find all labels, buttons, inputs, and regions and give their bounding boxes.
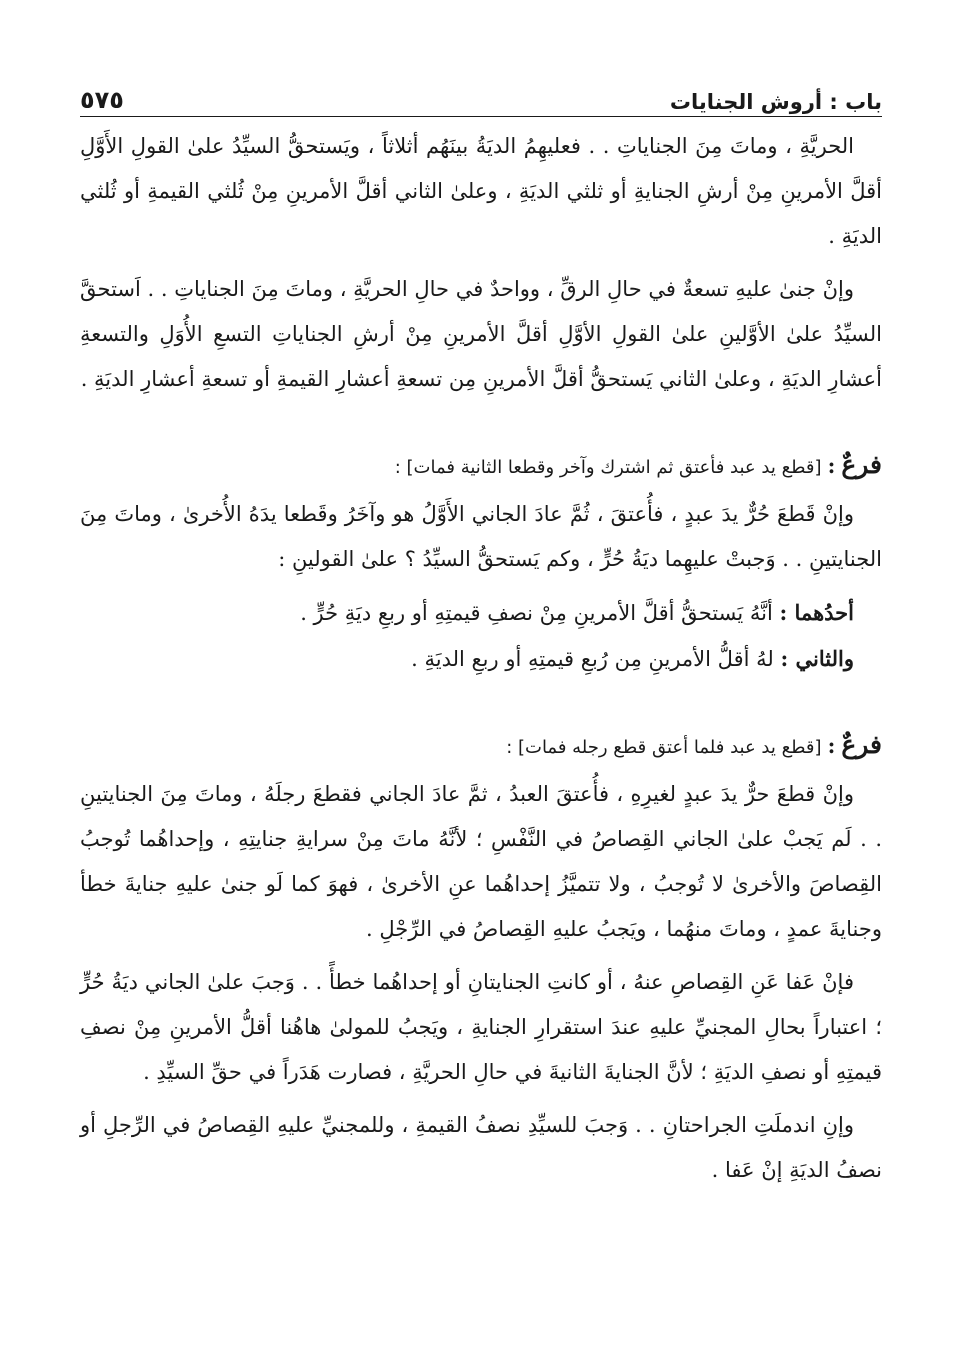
section-heading [80,722,882,770]
body-paragraph: الحريَّةِ ، وماتَ مِنَ الجناياتِ . . فعليهِمُ الديَةُ بينَهُم أثلاثاً ، ويَستحقُّ السيِّدُ علىٰ القولِ الأَوَّلِ أقلَّ الأمرينِ مِنْ أرشِ الجنايةِ أو ثلثي الديَةِ ، وعلىٰ الثاني أقلَّ الأمرينِ مِنْ ثُلثي القيمةِ أو ثُلثي الديَةِ . [80,134,882,248]
opinion-item [80,590,882,636]
section-title: [قطع يد عبد فلما أعتق قطع رجله فمات] : [506,737,822,758]
opinion-text: أنَّهُ يَستحقُّ أقلَّ الأمرينِ مِنْ نصفِ قيمتِهِ أو ربعِ ديَةِ حُرٍّ . [300,601,773,625]
body-paragraph: وإنِ اندملَتِ الجراحتانِ . . وَجبَ للسيِّدِ نصفُ القيمةِ ، وللمجنيِّ عليهِ القِصاصُ في الرِّجلِ أو نصفُ الديَةِ إنْ عَفا . [80,1113,882,1182]
section-separator: : [827,733,836,758]
opinion-item [80,636,882,682]
section-label: فرعٌ [841,730,882,759]
section-label: فرعٌ [841,450,882,479]
body-paragraph: فإنْ عَفا عَنِ القِصاصِ عنهُ ، أو كانتِ الجنايتانِ أو إحداهُما خطأً . . وَجبَ علىٰ الجاني ديَةُ حُرٍّ ؛ اعتباراً بحالِ المجنيِّ عليهِ عندَ استقرارِ الجنايةِ ، ويَجبُ للمولىٰ هاهُنا أقلُّ الأمرينِ مِنْ نصفِ قيمتِهِ أو نصفِ الديَةِ ؛ لأنَّ الجنايةَ الثانيةَ في حالِ الحريَّةِ ، فصارت هَدَراً في حقِّ السيِّدِ . [80,970,882,1084]
page-body [80,124,882,1201]
body-paragraph: وإنْ جنىٰ عليهِ تسعةٌ في حالِ الرقِّ ، وواحدٌ في حالِ الحريَّةِ ، وماتَ مِنَ الجناياتِ . . اَستحقَّ السيِّدُ علىٰ الأوَّلينِ علىٰ القولِ الأوَّلِ أقلَّ الأمرينِ مِنْ أرشِ الجناياتِ التسعِ الأُوَلِ والتسعةِ أعشارِ الديَةِ ، وعلىٰ الثاني يَستحقُّ أقلَّ الأمرينِ مِن تسعةِ أعشارِ القيمةِ أو تسعةِ أعشارِ الديَةِ . [80,277,882,391]
running-title: باب : أروش الجنايات [669,90,882,114]
opinion-label: أحدُهما : [779,600,854,625]
section-heading [80,442,882,490]
running-header [80,74,882,114]
body-paragraph: وإنْ قَطعَ حُرٌّ يدَ عبدٍ ، فأُعتقَ ، ثُمَّ عادَ الجاني الأَوَّلُ هو وآخَرُ وقَطعا يدَهُ الأُخرىٰ ، وماتَ مِنَ الجنايتينِ . . وَجبتْ عليهِما ديَةُ حُرٍّ ، وكم يَستحقُّ السيِّدُ ؟ علىٰ القولينِ : [80,502,882,571]
section-far-1 [80,442,882,682]
header-rule [80,116,882,117]
page-number: ٥٧٥ [80,86,124,114]
opinion-text: لهُ أقلُّ الأمرينِ مِن رُبعِ قيمتِهِ أو ربعِ الديَةِ . [411,647,774,671]
section-far-2 [80,722,882,1193]
section-title: [قطع يد عبد فأعتق ثم اشترك وآخر وقطعا الثانية فمات] : [394,457,822,478]
section-separator: : [827,453,836,478]
body-paragraph: وإنْ قطعَ حرٌّ يدَ عبدٍ لغيرِهِ ، فأُعتقَ العبدُ ، ثمَّ عادَ الجاني فقطعَ رجلَهُ ، وماتَ مِنَ الجنايتينِ . . لَم يَجبْ علىٰ الجاني القِصاصُ في النَّفْسِ ؛ لأنَّهُ ماتَ مِنْ سرايةِ جنايتِهِ ، وإحداهُما تُوجبُ القِصاصَ والأخرىٰ لا تُوجبُ ، ولا تتميَّزُ إحداهُما عنِ الأخرىٰ ، فهوَ كما لَو جنىٰ عليهِ جنايةَ خطأ وجنايةَ عمدٍ ، وماتَ منهُما ، ويَجبُ عليهِ القِصاصُ في الرِّجْلِ . [80,782,882,941]
opinion-label: والثاني : [780,646,854,671]
